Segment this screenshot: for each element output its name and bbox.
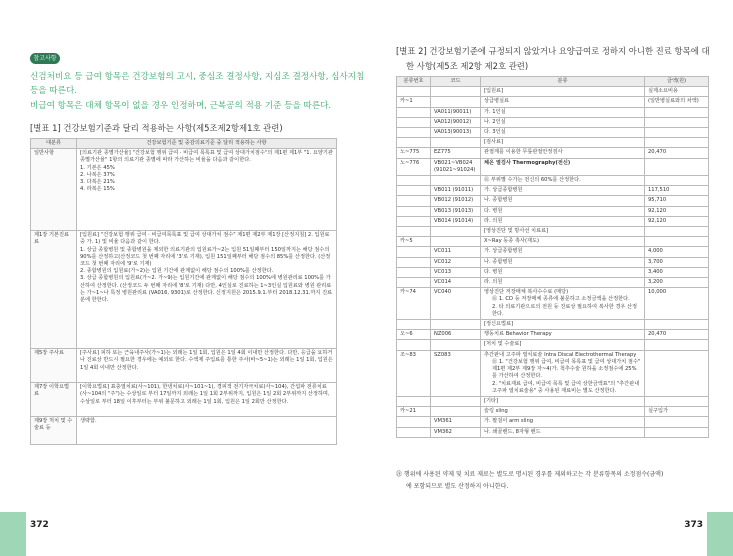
amount-cell: [645, 87, 709, 97]
description-cell: [481, 237, 645, 247]
code-cell: [431, 288, 481, 320]
content-line: 2. 나복은 37%: [80, 171, 115, 178]
amount-cell: [645, 278, 709, 288]
cell-line: VA013(90013): [434, 129, 472, 136]
content-line: 1. 기본은 45%: [80, 164, 115, 171]
amount-cell: [645, 257, 709, 267]
description-cell: [481, 278, 645, 288]
content-line: 1. 상급 종합병원 및 종합병원을 제외한 의료기관의 입원료가~2는 입원 51일째부터 150일까지는 해당 점수의 90%를 산정하고(산정코드 첫 번째 자리에 '3'로 기재), 입원 151일째부터 해당 점수의 85%를 산정한다. (산정코드 첫 번째 자리에 '9'로 기재): [80, 246, 331, 268]
cell-line: NZ006: [434, 331, 452, 338]
description-cell: [481, 117, 645, 127]
category-cell: 제5장 주사료: [31, 349, 77, 383]
cell-line: 117,510: [648, 187, 670, 194]
row-number-cell: [397, 216, 431, 226]
table-header: 분류번호: [397, 77, 431, 87]
amount-cell: [645, 288, 709, 320]
table-row: [397, 278, 709, 288]
amount-cell: [645, 227, 709, 237]
cell-line: VA012(90012): [434, 118, 472, 125]
table-row: [397, 206, 709, 216]
description-cell: [481, 216, 645, 226]
cell-line: 20,470: [648, 331, 667, 338]
cell-line: 영상진단 저장매체 복사수수료 (매당): [484, 289, 569, 296]
content-line: [주사료] 피하 또는 근육내주사(가~1)는 외래는 1일 1회, 입원은 1일 4회 이내만 산정한다. 다만, 응급을 요하거나 진료상 반드시 필요한 경우에는 예외로 한다. 수액제 주입료를 통한 주사(바~5~1)는 외래는 1일 1회, 입원은 1일 4회 이내만 산정한다.: [80, 350, 333, 371]
content-line: [이학요법료] 표층열치료(사~101), 한냉치료(사~101~1), 경피적 전기자극치료(사~104), 간섭파 전류치료(사~104의 "주")는 수상일로 부터 17일까지 외래는 1일 1회 2부위까지, 입원은 1일 2회 2부위까지 산정하며, 수상일로 부터 18일 이후부터는 부위 불문하고 외래는 1일 1회, 입원은 1일 2회만 산정한다.: [80, 384, 330, 405]
description-cell: [481, 247, 645, 257]
cell-line: VC012: [434, 258, 452, 265]
row-number-cell: [397, 267, 431, 277]
amount-cell: [645, 148, 709, 158]
row-number-cell: [397, 206, 431, 216]
cell-line: VB014 (91014): [434, 217, 474, 224]
row-number-cell: [397, 227, 431, 237]
row-number-cell: [397, 176, 431, 186]
cell-line: 추간판내 고주파 열치료술 Intra Discal Electrothermal Therapy: [484, 351, 637, 358]
cell-line: VC014: [434, 279, 452, 286]
cell-line: [영상진단 및 방사선 치료료]: [484, 228, 549, 235]
content-line: 4. 라복은 15%: [80, 186, 115, 193]
description-cell: [481, 227, 645, 237]
table-row: [397, 267, 709, 277]
note-line-3: 비급여 항목은 대체 항목이 없을 경우 인정하며, 근복공의 적용 기준 등을 따른다.: [30, 101, 332, 111]
amount-cell: [645, 396, 709, 406]
amount-cell: [645, 407, 709, 417]
cell-line: VA011(90011): [434, 108, 472, 115]
table-row: [397, 417, 709, 427]
code-cell: [431, 237, 481, 247]
cell-line: 오~6: [400, 331, 413, 338]
table-row: [397, 117, 709, 127]
amount-cell: [645, 267, 709, 277]
cell-line: 라. 의원: [484, 279, 503, 286]
table-header: 금액(원): [645, 77, 709, 87]
page-bar-right: [707, 512, 733, 556]
left-section-title: [별표 1] 건강보험기준과 달리 적용하는 사항(제5조제2항제1호 관련): [30, 123, 283, 133]
description-cell: [481, 267, 645, 277]
description-cell: [481, 186, 645, 196]
cell-line: 가. 상급종합병원: [484, 248, 523, 255]
row-number-cell: [397, 330, 431, 340]
cell-line: ㊟ 1. CD 등 저장매체 종류에 불문하고 소정금액을 산정한다.: [492, 296, 630, 303]
content-cell: [77, 349, 337, 383]
cell-line: 조~83: [400, 351, 416, 358]
table-header: 건강보험기준 및 중감의료기준 중 달리 적용하는 사항: [77, 139, 337, 149]
code-cell: [431, 247, 481, 257]
table-row: [31, 383, 337, 417]
row-number-cell: [397, 128, 431, 138]
content-line: [입원료] "건강보험 행위 급여 · 비급여목록표 및 급여 상대가치 점수" 제1편 제2부 제1장 [산정지침] 2. 입원료 중 가. 1) 및 비율 다음과 같이 한다.: [80, 232, 330, 246]
cell-line: 나. 쇄골밴드, 8자형 밴드: [484, 428, 541, 435]
cell-line: 10,000: [648, 289, 667, 296]
category-cell: 제7장 이학요법료: [31, 383, 77, 417]
amount-cell: [645, 320, 709, 330]
description-cell: [481, 340, 645, 350]
cell-line: 92,120: [648, 207, 667, 214]
description-cell: [481, 350, 645, 396]
category-cell: 제9장 처치 및 수술료 등: [31, 417, 77, 445]
description-cell: [481, 158, 645, 175]
code-cell: [431, 196, 481, 206]
cell-line: 노~776: [400, 159, 420, 166]
cell-line: EZ775: [434, 149, 451, 156]
right-table: [396, 76, 709, 438]
left-table: [30, 138, 337, 445]
table-header: 분류: [481, 77, 645, 87]
content-line: 2. 종합병원의 입원료(가~2)는 입원 기간에 관계없이 해당 점수의 100%를 산정한다.: [80, 268, 274, 275]
row-number-cell: [397, 417, 431, 427]
cell-line: [기타]: [484, 397, 499, 404]
cell-line: 실제소요비용: [648, 88, 679, 95]
cell-line: 2. "치료재료 급여, 비급여 목록 및 급여 상한금액표"의 "추간판내 고주파 열치료술용" 중 사용된 재료비는 별도 산정한다.: [492, 380, 640, 394]
row-number-cell: [397, 148, 431, 158]
table-row: [397, 107, 709, 117]
table-row: [397, 158, 709, 175]
code-cell: [431, 97, 481, 107]
cell-line: VB013 (91013): [434, 207, 474, 214]
cell-line: 3,700: [648, 258, 663, 265]
cell-line: 행동치료 Behavior Therapy: [484, 331, 552, 338]
table-row: [397, 138, 709, 148]
row-number-cell: [397, 186, 431, 196]
description-cell: [481, 138, 645, 148]
cell-line: VC011: [434, 248, 452, 255]
table-row: [397, 247, 709, 257]
cell-line: ㊟ 부위별 수가는 전신의 60%를 산정한다.: [484, 177, 581, 184]
table-header: 코드: [431, 77, 481, 87]
description-cell: [481, 196, 645, 206]
description-cell: [481, 396, 645, 406]
row-number-cell: [397, 288, 431, 320]
amount-cell: [645, 247, 709, 257]
content-cell: [77, 417, 337, 445]
cell-line: ㊟ 1. "건강보험 행위 급여, 비급여 목록표 및 급여 상대가치 점수" 제1편 제2부 제9장 자~4(가. 척추수술 원하을 소정점수에 25%를 가산하여 산정한다.: [492, 358, 641, 380]
description-cell: [481, 97, 645, 107]
note-line-2: 등을 따른다.: [30, 86, 77, 96]
code-cell: [431, 158, 481, 175]
content-line: [의료기관 종별가산율] "건강보험 행위 급여 · 비급여 목록표 및 급여 상대가치점수"의 제1편 제1부 "1. 요양기관 종별가산율" 1항의 의료기관 종별에 따라 가산하는 비율을 다음과 같이한다.: [80, 150, 333, 164]
row-number-cell: [397, 138, 431, 148]
amount-cell: [645, 427, 709, 437]
table-row: [31, 149, 337, 231]
table-row: [397, 340, 709, 350]
code-cell: [431, 227, 481, 237]
cell-line: 카~1: [400, 98, 413, 105]
description-cell: [481, 407, 645, 417]
cell-line: VC040: [434, 289, 452, 296]
description-cell: [481, 87, 645, 97]
code-cell: [431, 407, 481, 417]
cell-line: VM362: [434, 428, 452, 435]
table-row: [397, 257, 709, 267]
right-section-title-1: [별표 2] 건강보험기준에 규정되지 않았거나 요양급여로 정하지 아니한 진료 항목에 대: [396, 46, 710, 56]
amount-cell: [645, 196, 709, 206]
row-number-cell: [397, 158, 431, 175]
code-cell: [431, 128, 481, 138]
description-cell: [481, 320, 645, 330]
cell-line: 4,000: [648, 248, 663, 255]
code-cell: [431, 257, 481, 267]
description-cell: [481, 257, 645, 267]
amount-cell: [645, 138, 709, 148]
cell-line: VB012 (91012): [434, 197, 474, 204]
code-cell: [431, 117, 481, 127]
row-number-cell: [397, 97, 431, 107]
cell-line: 다. 3인실: [484, 129, 506, 136]
amount-cell: [645, 340, 709, 350]
row-number-cell: [397, 196, 431, 206]
right-section-title-2: 한 사항(제5조 제2항 제2호 관련): [406, 61, 529, 71]
table-row: [397, 128, 709, 138]
code-cell: [431, 330, 481, 340]
cell-line: 다. 병원: [484, 207, 503, 214]
cell-line: 가. 팔걸이 arm sling: [484, 418, 534, 425]
code-cell: [431, 350, 481, 396]
cell-line: 실구입가: [648, 408, 669, 415]
amount-cell: [645, 417, 709, 427]
table-row: [397, 176, 709, 186]
table-row: [397, 186, 709, 196]
cell-line: [입원료]: [484, 88, 504, 95]
code-cell: [431, 278, 481, 288]
page-bar-left: [0, 512, 26, 556]
code-cell: [431, 107, 481, 117]
description-cell: [481, 206, 645, 216]
footnote-line-1: ㊟ 행위에 사용된 약제 및 치료 재료는 별도로 명시된 경우를 제외하고는 각 분류항목의 소정점수(금액): [396, 471, 664, 478]
cell-line: 20,470: [648, 149, 667, 156]
table-row: [397, 227, 709, 237]
row-number-cell: [397, 320, 431, 330]
amount-cell: [645, 158, 709, 175]
table-row: [397, 288, 709, 320]
table-row: [31, 349, 337, 383]
cell-line: 라. 의원: [484, 217, 503, 224]
table-row: [397, 87, 709, 97]
cell-line: 95,710: [648, 197, 667, 204]
content-cell: [77, 149, 337, 231]
row-number-cell: [397, 257, 431, 267]
amount-cell: [645, 350, 709, 396]
code-cell: [431, 186, 481, 196]
table-row: [397, 237, 709, 247]
cell-line: 92,120: [648, 217, 667, 224]
code-cell: [431, 320, 481, 330]
amount-cell: [645, 330, 709, 340]
cell-line: 나. 종합병원: [484, 197, 513, 204]
category-cell: 제1장 기본진료료: [31, 231, 77, 349]
description-cell: [481, 107, 645, 117]
cell-line: VB011 (91011): [434, 187, 474, 194]
cell-line: (일반병실료와의 차액): [648, 98, 699, 105]
row-number-cell: [397, 87, 431, 97]
code-cell: [431, 176, 481, 186]
code-cell: [431, 340, 481, 350]
left-page: [0, 0, 366, 556]
code-cell: [431, 417, 481, 427]
table-header: 대분류: [31, 139, 77, 149]
table-row: [397, 196, 709, 206]
cell-line: X~Ray 동종 촉사(재도): [484, 238, 540, 245]
description-cell: [481, 128, 645, 138]
amount-cell: [645, 237, 709, 247]
amount-cell: [645, 128, 709, 138]
footnote-line-2: 에 포함되므로 별도 산정하지 아니한다.: [406, 483, 509, 490]
amount-cell: [645, 97, 709, 107]
amount-cell: [645, 117, 709, 127]
cell-line: 가. 상급종합병원: [484, 187, 523, 194]
content-line: 생략함.: [80, 418, 97, 425]
row-number-cell: [397, 117, 431, 127]
description-cell: [481, 330, 645, 340]
table-row: [31, 231, 337, 349]
code-cell: [431, 267, 481, 277]
page-number-left: 372: [30, 520, 49, 530]
code-cell: [431, 427, 481, 437]
table-row: [397, 330, 709, 340]
cell-line: 슬링 sling: [484, 408, 508, 415]
code-cell: [431, 206, 481, 216]
cell-line: 다. 병원: [484, 268, 503, 275]
cell-line: 체온 열검사 Thermography(전신): [484, 159, 571, 166]
cell-line: VM361: [434, 418, 452, 425]
cell-line: 카~74: [400, 289, 416, 296]
category-cell: 일반사항: [31, 149, 77, 231]
cell-line: 카~5: [400, 238, 413, 245]
table-header-row: [31, 139, 337, 149]
table-row: [397, 320, 709, 330]
cell-line: 2. 타 의료기관으로의 전원 등 진료상 필요하여 복사한 경우 산정한다.: [492, 303, 638, 317]
description-cell: [481, 288, 645, 320]
page-number-right: 373: [684, 520, 703, 530]
row-number-cell: [397, 278, 431, 288]
reference-badge: 참고사항: [30, 53, 60, 64]
amount-cell: [645, 107, 709, 117]
row-number-cell: [397, 396, 431, 406]
row-number-cell: [397, 427, 431, 437]
cell-line: 관절계를 이용한 무릎관절안정검사: [484, 149, 563, 156]
code-cell: [431, 216, 481, 226]
row-number-cell: [397, 107, 431, 117]
cell-line: 나. 2인실: [484, 118, 506, 125]
cell-line: 노~775: [400, 149, 420, 156]
amount-cell: [645, 186, 709, 196]
cell-line: 3,400: [648, 268, 663, 275]
note-line-1: 신검처비요 등 급여 항목은 건강보험의 고시, 중심조 결정사항, 지심조 결정사항, 심사지침: [30, 72, 365, 82]
row-number-cell: [397, 237, 431, 247]
content-line: 3. 상급 종합병원의 입원료(가~2. 가~9)는 입원기간에 관계없이 해당 점수의 100%에 병원관리료 100%를 가산하여 산정한다. (산정코드 두 번째 자리에 '8'로 기재) 다만, 4인실로 진료하는 1~3인실 입원료와 병원 관리료는 가~1~나 특정 병원관리료 (VA016, 9301)로 산정한다. 신정지원은 2015.9.1.부터 2018.12.31.까지 진료분에 한한다.: [80, 275, 333, 304]
row-number-cell: [397, 407, 431, 417]
amount-cell: [645, 176, 709, 186]
amount-cell: [645, 216, 709, 226]
cell-line: 상급병실료: [484, 98, 510, 105]
table-row: [31, 417, 337, 445]
row-number-cell: [397, 340, 431, 350]
right-page: [366, 0, 733, 556]
description-cell: [481, 427, 645, 437]
content-cell: [77, 383, 337, 417]
cell-line: 카~21: [400, 408, 416, 415]
cell-line: [정신요법료]: [484, 321, 514, 328]
table-row: [397, 148, 709, 158]
row-number-cell: [397, 350, 431, 396]
cell-line: 나. 종합병원: [484, 258, 513, 265]
code-cell: [431, 138, 481, 148]
code-cell: [431, 87, 481, 97]
cell-line: VC013: [434, 268, 452, 275]
row-number-cell: [397, 247, 431, 257]
cell-line: [검사료]: [484, 139, 504, 146]
cell-line: 3,200: [648, 279, 663, 286]
code-cell: [431, 148, 481, 158]
content-line: 3. 다복은 21%: [80, 179, 115, 186]
content-cell: [77, 231, 337, 349]
table-row: [397, 427, 709, 437]
table-row: [397, 97, 709, 107]
cell-line: VB021~VB024 (91021~91024): [434, 159, 476, 173]
cell-line: 가. 1인실: [484, 108, 506, 115]
amount-cell: [645, 206, 709, 216]
code-cell: [431, 396, 481, 406]
cell-line: [처치 및 수술료]: [484, 341, 522, 348]
cell-line: SZ083: [434, 351, 451, 358]
table-row: [397, 396, 709, 406]
table-row: [397, 350, 709, 396]
description-cell: [481, 176, 645, 186]
table-header-row: [397, 77, 709, 87]
description-cell: [481, 417, 645, 427]
description-cell: [481, 148, 645, 158]
table-row: [397, 407, 709, 417]
table-row: [397, 216, 709, 226]
